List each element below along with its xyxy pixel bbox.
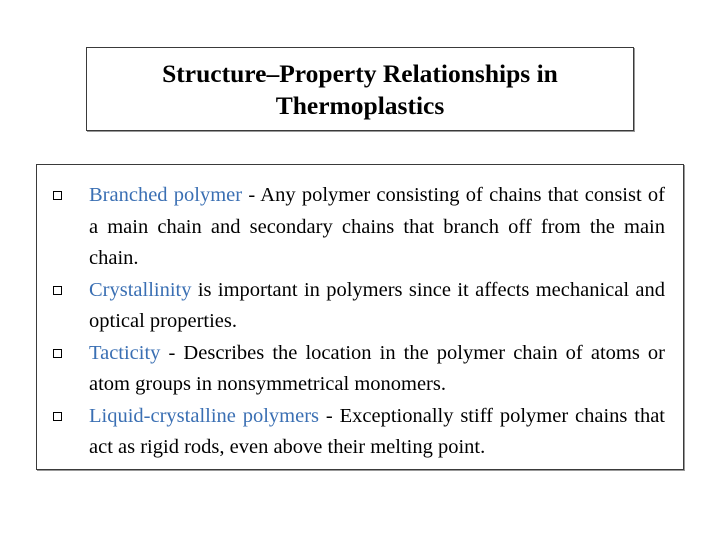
bullet-text [89, 180, 665, 275]
bullet-item [37, 338, 683, 401]
bullet-text [89, 275, 665, 338]
bullet-term: Crystallinity [89, 278, 192, 301]
slide-title: Structure–Property Relationships in Thermoplastics [162, 59, 558, 120]
bullet-description: - Exceptionally stiff polymer chains that act as rigid rods, even above their melting point. [89, 404, 666, 458]
content-box [36, 164, 684, 470]
hollow-square-icon [53, 191, 62, 200]
bullet-term: Liquid-crystalline polymers [89, 404, 320, 427]
hollow-square-icon [53, 412, 62, 421]
bullet-item [37, 275, 683, 338]
bullet-description: is important in polymers since it affects mechanical and optical properties. [89, 278, 665, 332]
bullet-list [37, 180, 683, 464]
title-box [86, 47, 634, 131]
bullet-term: Branched polymer [89, 184, 243, 206]
bullet-item [37, 401, 683, 464]
bullet-term: Tacticity [89, 341, 161, 364]
bullet-description: - Describes the location in the polymer chain of atoms or atom groups in nonsymmetrical monomers. [89, 341, 665, 395]
hollow-square-icon [53, 349, 62, 358]
bullet-text [89, 401, 665, 464]
hollow-square-icon [53, 286, 62, 295]
bullet-item [37, 180, 683, 275]
bullet-description: - Any polymer consisting of chains that consist of a main chain and secondary chains that branch off from the main chain. [89, 184, 665, 269]
bullet-text [89, 338, 665, 401]
